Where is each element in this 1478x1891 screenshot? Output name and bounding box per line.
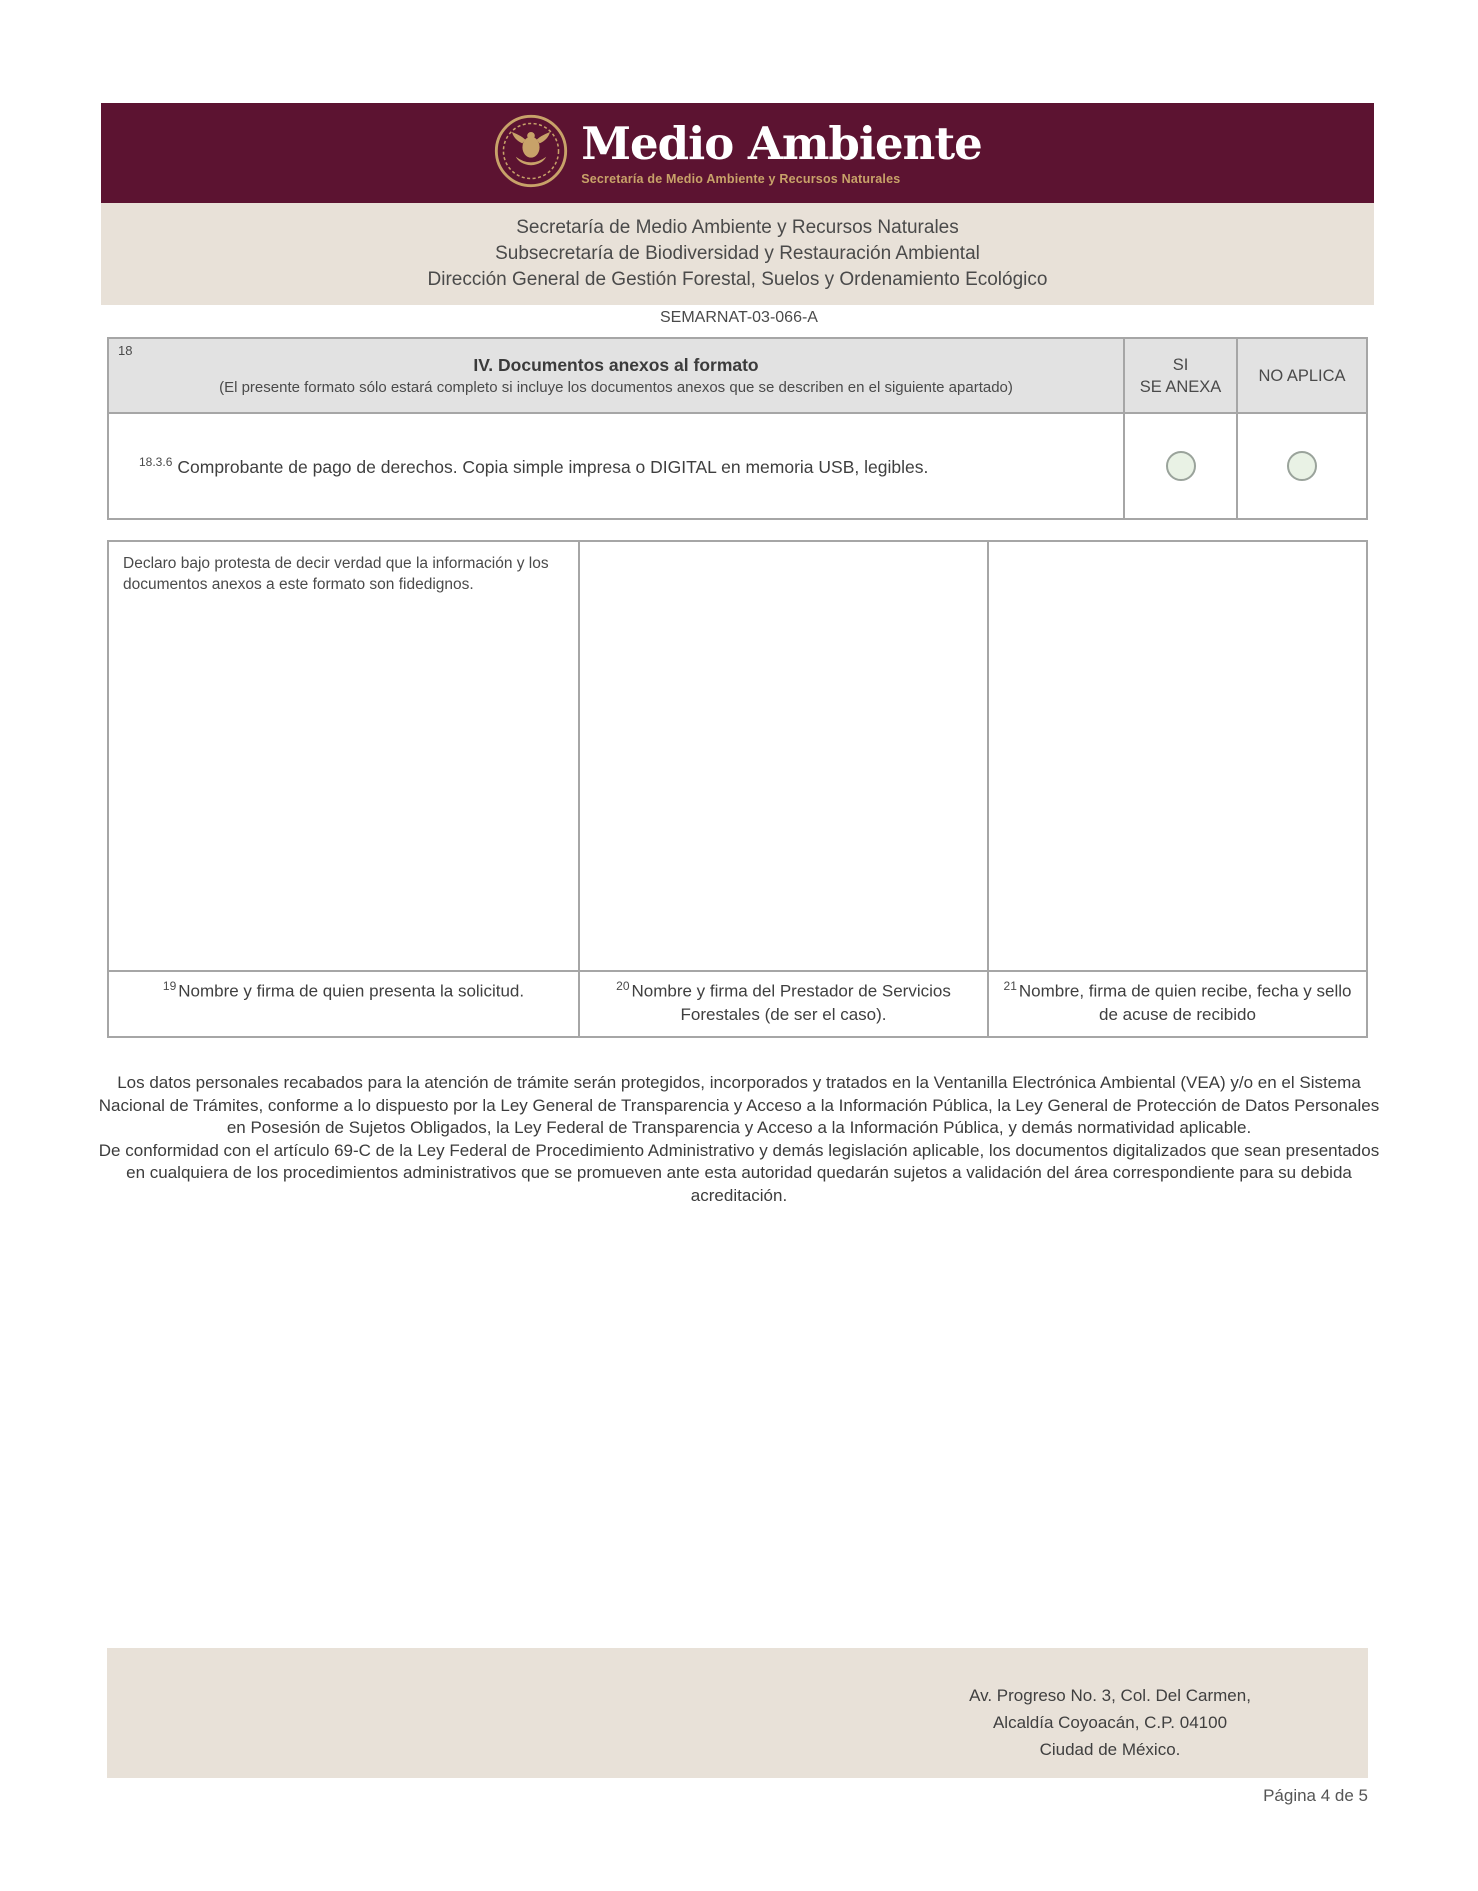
signature-box-receiver xyxy=(989,542,1366,1036)
document-item-label: Comprobante de pago de derechos. Copia simple impresa o DIGITAL en memoria USB, legibles. xyxy=(177,456,929,477)
documents-table-title-cell xyxy=(109,339,1125,412)
documents-table-subtitle: (El presente formato sólo estará completo si incluye los documentos anexos que se describen en el siguiente apartado) xyxy=(219,378,1013,396)
signature-box-applicant xyxy=(109,542,580,1036)
no-aplica-cell xyxy=(1238,414,1366,518)
document-item-number: 18.3.6 xyxy=(139,454,173,469)
document-item-text-cell xyxy=(109,414,1125,518)
radio-no-aplica[interactable] xyxy=(1287,451,1317,481)
documents-table-header xyxy=(109,339,1366,414)
signature-area-receiver xyxy=(989,542,1366,970)
table-row xyxy=(109,414,1366,518)
si-se-anexa-cell xyxy=(1125,414,1238,518)
signatures-table xyxy=(107,540,1368,1038)
office-address xyxy=(900,1682,1320,1763)
semarnat-logo xyxy=(493,113,982,194)
documents-annex-table xyxy=(107,337,1368,520)
header-banner xyxy=(101,103,1374,203)
signature-area-forestry-provider xyxy=(580,542,987,970)
org-line-direccion: Dirección General de Gestión Forestal, Suelos y Ordenamiento Ecológico xyxy=(427,269,1048,290)
privacy-paragraph: Los datos personales recabados para la atención de trámite serán protegidos, incorporados y tratados en la Ventanilla Electrónica Ambiental (VEA) y/o en el Sistema Nacional de Trámites, conforme a lo dispuesto por la Ley General de Transparencia y Acceso a la Información Pública, la Ley General de Protección de Datos Personales en Posesión de Sujetos Obligados, la Ley Federal de Transparencia y Acceso a la Información Pública, y demás normatividad aplicable. xyxy=(98,1073,1380,1137)
org-header-band xyxy=(101,203,1374,305)
address-line-2: Alcaldía Coyoacán, C.P. 04100 xyxy=(992,1713,1228,1732)
legal-notice xyxy=(96,1072,1382,1207)
page-number: Página 4 de 5 xyxy=(1263,1786,1368,1805)
footer-address-box xyxy=(107,1648,1368,1778)
org-line-secretaria: Secretaría de Medio Ambiente y Recursos Naturales xyxy=(516,217,959,238)
org-line-subsecretaria: Subsecretaría de Biodiversidad y Restauración Ambiental xyxy=(495,243,980,264)
address-line-1: Av. Progreso No. 3, Col. Del Carmen, xyxy=(969,1686,1251,1705)
signature-box-forestry-provider xyxy=(580,542,989,1036)
column-header-no-aplica: NO APLICA xyxy=(1258,366,1346,385)
address-line-3: Ciudad de México. xyxy=(1039,1740,1181,1759)
documents-table-title: IV. Documentos anexos al formato xyxy=(473,354,759,375)
signature-label-receiver: $^{21}$ Nombre, firma de quien recibe, fecha y sello de acuse de recibido xyxy=(989,970,1366,1036)
declaration-text: Declaro bajo protesta de decir verdad que la información y los documentos anexos a este formato son fidedignos. xyxy=(123,555,549,593)
mexico-coat-of-arms-icon xyxy=(493,113,569,194)
logo-subtitle: Secretaría de Medio Ambiente y Recursos Naturales xyxy=(581,171,901,186)
section-number: 18 xyxy=(118,343,133,358)
signature-label-applicant: $^{19}$ Nombre y firma de quien presenta la solicitud. xyxy=(109,970,578,1036)
signature-label-forestry-provider: $^{20}$ Nombre y firma del Prestador de Servicios Forestales (de ser el caso). xyxy=(580,970,987,1036)
logo-wordmark: Medio Ambiente xyxy=(581,116,982,170)
column-header-si-se-anexa: SI SE ANEXA xyxy=(1125,339,1238,412)
radio-si-se-anexa[interactable] xyxy=(1166,451,1196,481)
digital-documents-paragraph: De conformidad con el artículo 69-C de la Ley Federal de Procedimiento Administrativo y demás legislación aplicable, los documentos digitalizados que sean presentados en cualquiera de los procedimientos administrativos que se promueven ante esta autoridad quedarán sujetos a validación del área correspondiente para su debida acreditación. xyxy=(98,1140,1380,1205)
form-code: SEMARNAT-03-066-A xyxy=(660,309,818,326)
